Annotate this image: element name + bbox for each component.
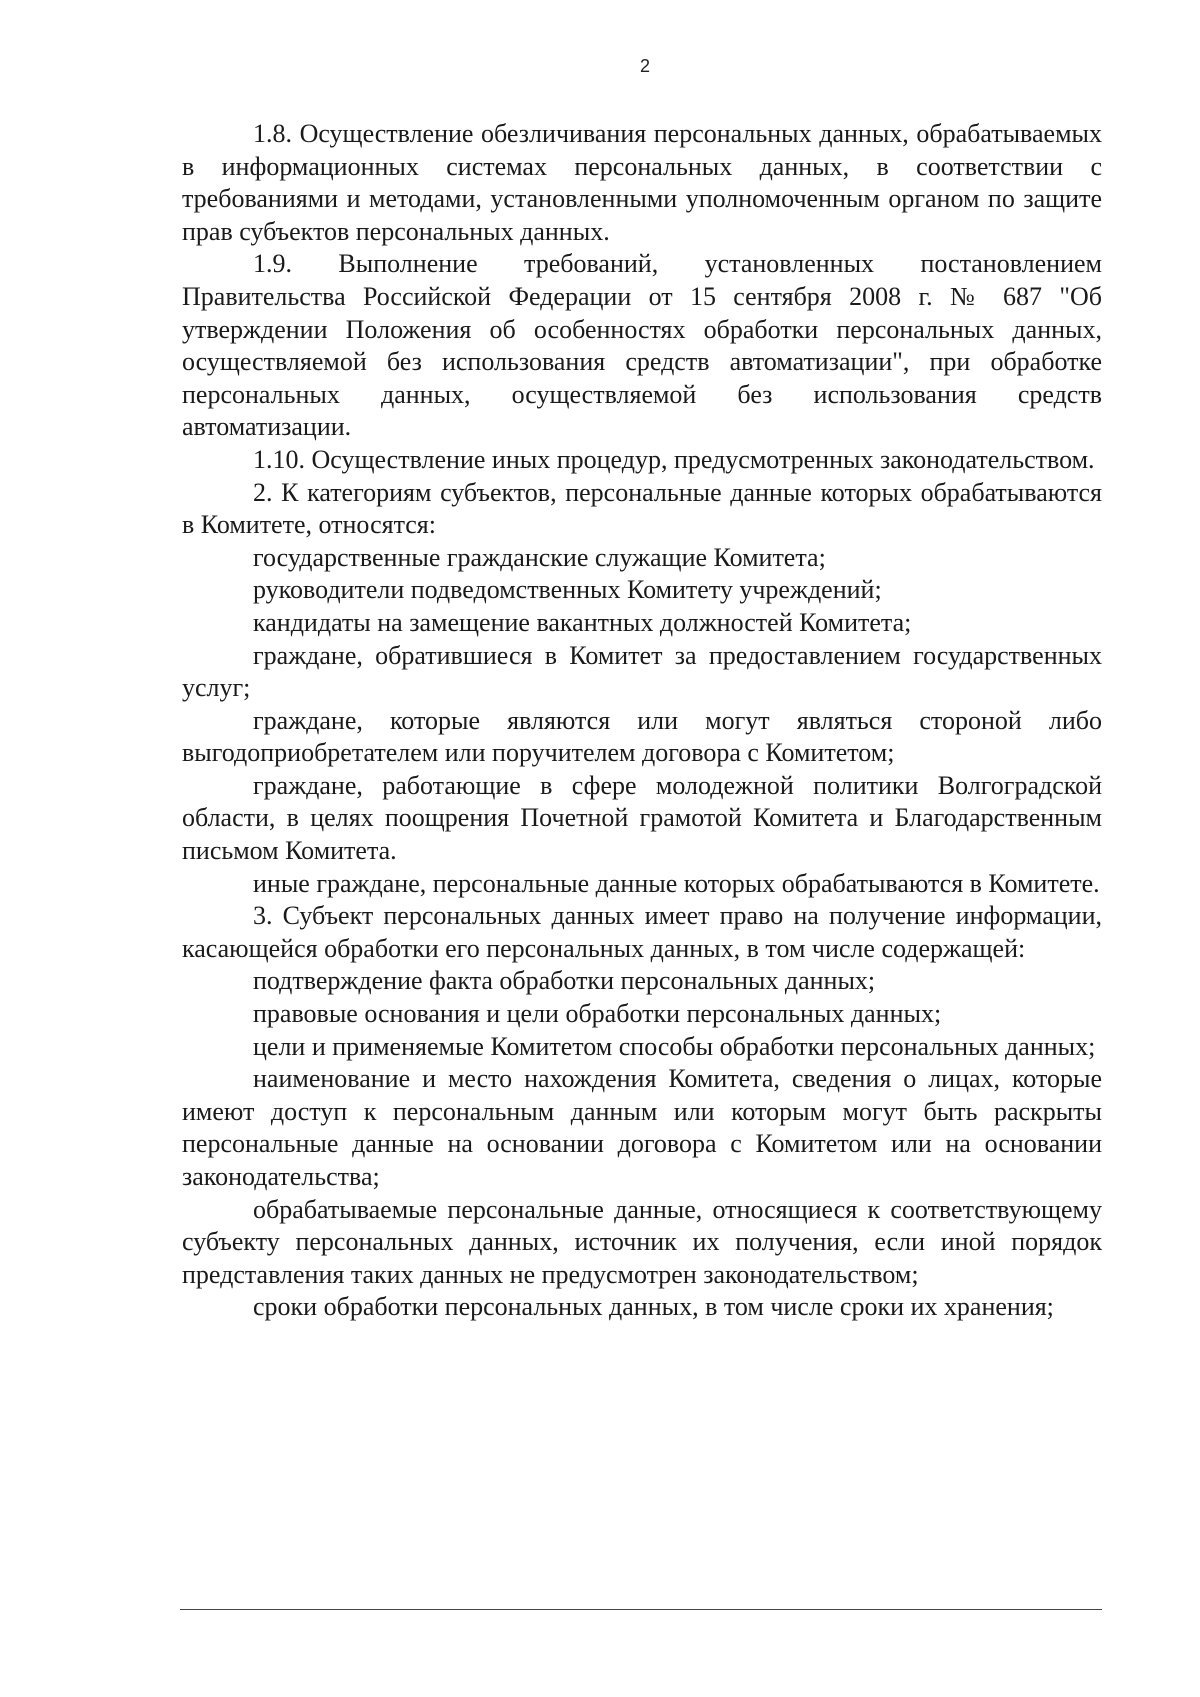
list-item: сроки обработки персональных данных, в том числе сроки их хранения; xyxy=(253,1292,1054,1322)
list-item: руководители подведомственных Комитету учреждений; xyxy=(253,575,882,605)
list-item: наименование и место нахождения Комитета, сведения о лицах, которые имеют доступ к персональным данным или которым могут быть раскрыты персональные данные на основании договора с Комитетом или на основании законодательства; xyxy=(182,1064,1102,1191)
page-number: 2 xyxy=(639,56,650,76)
document-body xyxy=(182,118,1102,1324)
list-item: государственные гражданские служащие Комитета; xyxy=(253,542,826,572)
paragraph-2-intro: 2. К категориям субъектов, персональные данные которых обрабатываются в Комитете, относятся: xyxy=(182,477,1102,540)
paragraph-1-8: 1.8. Осуществление обезличивания персональных данных, обрабатываемых в информационных системах персональных данных, в соответствии с требованиями и методами, установленными уполномоченным органом по защите прав субъектов персональных данных. xyxy=(182,119,1102,246)
list-item: подтверждение факта обработки персональных данных; xyxy=(253,966,876,996)
list-item: кандидаты на замещение вакантных должностей Комитета; xyxy=(253,607,912,637)
footer-divider xyxy=(180,1609,1102,1610)
list-item: граждане, работающие в сфере молодежной политики Волгоградской области, в целях поощрения Почетной грамотой Комитета и Благодарственным письмом Комитета. xyxy=(182,770,1102,866)
list-item: граждане, которые являются или могут являться стороной либо выгодоприобретателем или поручителем договора с Комитетом; xyxy=(182,705,1102,768)
paragraph-3-intro: 3. Субъект персональных данных имеет право на получение информации, касающейся обработки его персональных данных, в том числе содержащей: xyxy=(182,901,1102,963)
list-item: иные граждане, персональные данные которых обрабатываются в Комитете. xyxy=(253,868,1100,898)
list-item: правовые основания и цели обработки персональных данных; xyxy=(253,999,942,1029)
list-item: обрабатываемые персональные данные, относящиеся к соответствующему субъекту персональных данных, источник их получения, если иной порядок представления таких данных не предусмотрен законодательством; xyxy=(182,1194,1102,1289)
paragraph-1-10: 1.10. Осуществление иных процедур, предусмотренных законодательством. xyxy=(253,444,1095,474)
paragraph-1-9: 1.9. Выполнение требований, установленных постановлением Правительства Российской Федерации от 15 сентября 2008 г. № 687 "Об утверждении Положения об особенностях обработки персональных данных, осуществляемой без использования средств автоматизации", при обработке персональных данных, осуществляемой без использования средств автоматизации. xyxy=(182,249,1102,442)
list-item: граждане, обратившиеся в Комитет за предоставлением государственных услуг; xyxy=(182,640,1102,703)
list-item: цели и применяемые Комитетом способы обработки персональных данных; xyxy=(253,1031,1096,1061)
